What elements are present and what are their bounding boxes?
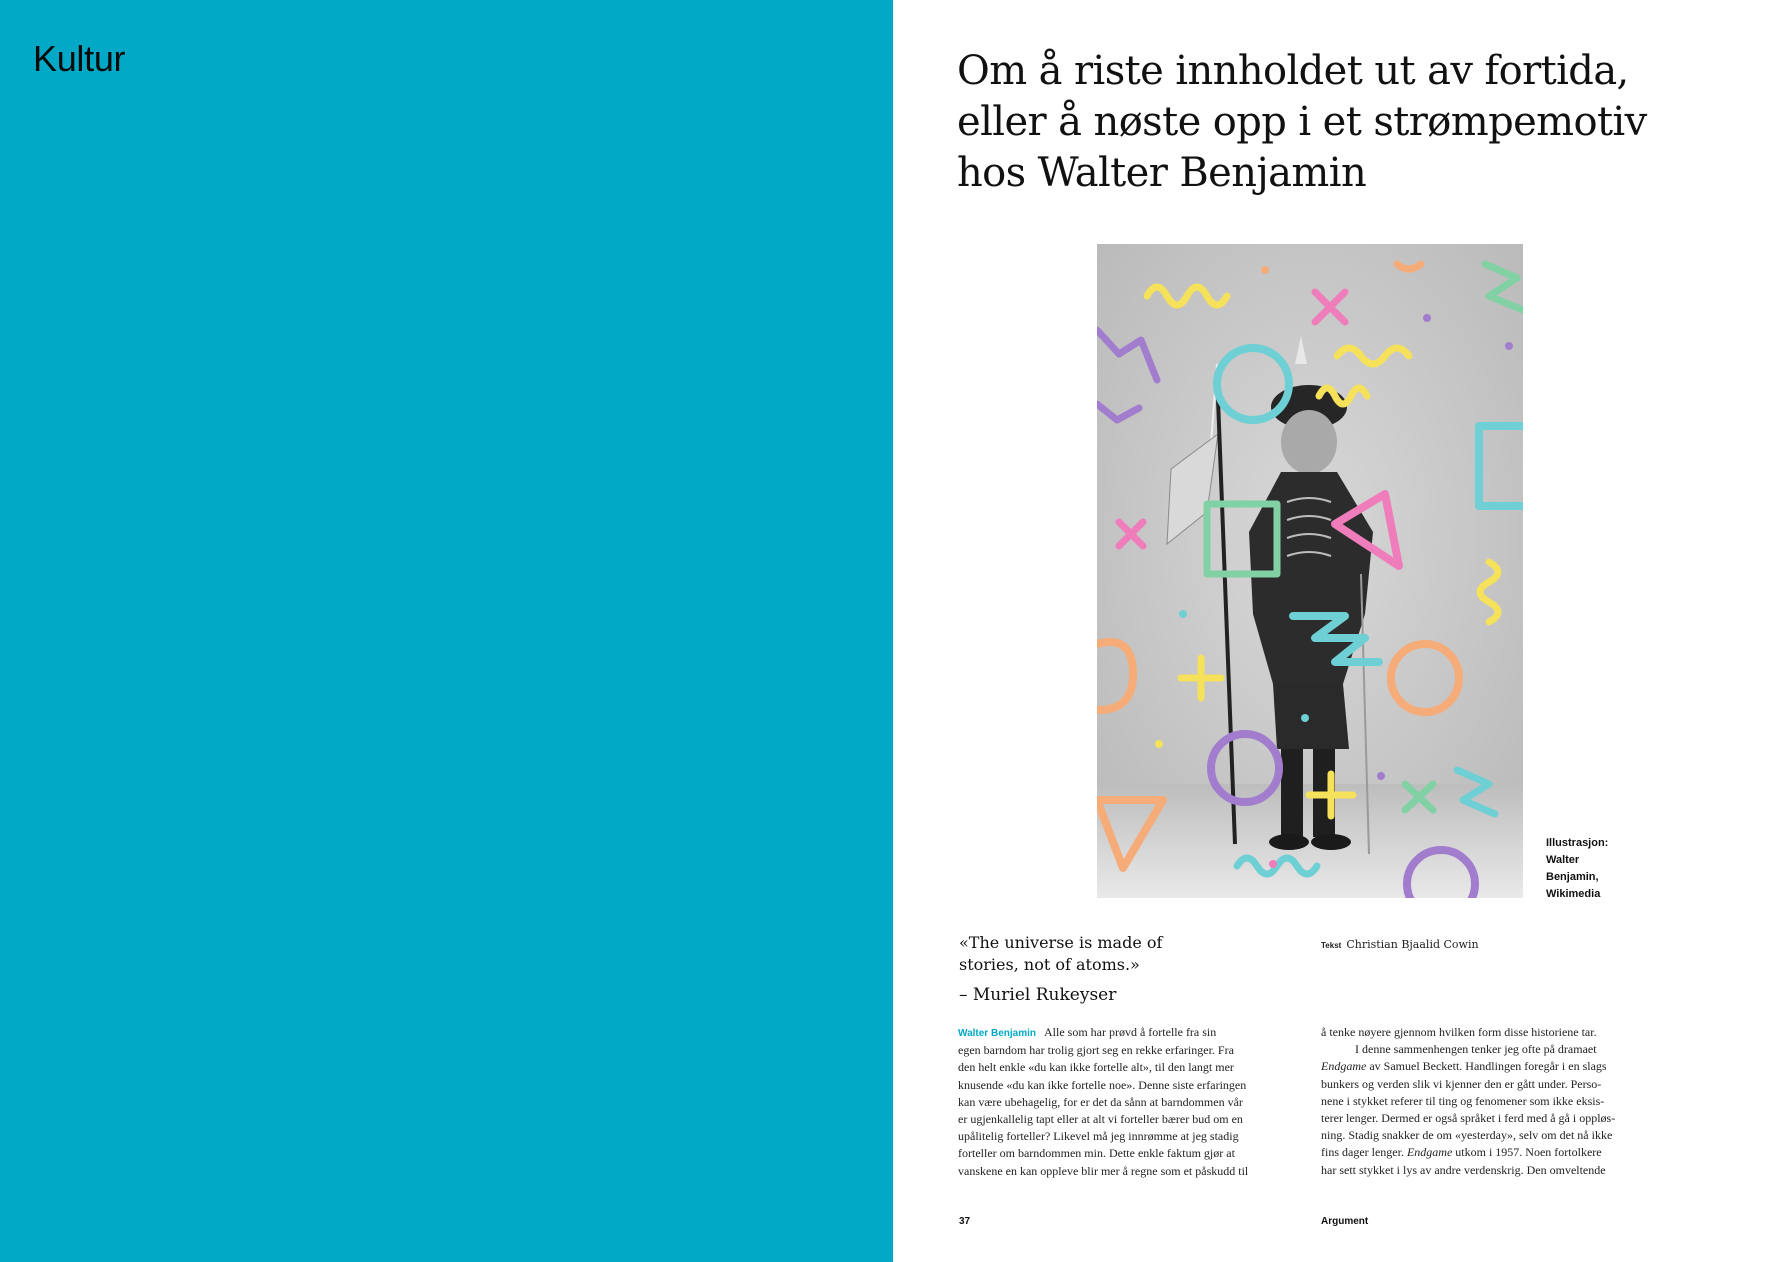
caption-line: Benjamin,: [1546, 871, 1599, 883]
byline: [1321, 938, 1479, 951]
body-line: nene i stykket referer til ting og fenomener som ikke eksis-: [1321, 1093, 1605, 1108]
body-line: den helt enkle «du kan ikke fortelle alt», til den langt mer: [958, 1060, 1234, 1075]
body-line: er ugjenkallelig tapt eller at alt vi forteller bærer bud om en: [958, 1112, 1243, 1127]
illustration-caption: [1546, 835, 1656, 903]
body-line: knusende «du kan ikke fortelle noe». Denne siste erfaringen: [958, 1077, 1247, 1092]
body-line: har sett stykket i lys av andre verdenskrig. Den omveltende: [1321, 1162, 1606, 1177]
body-line: I denne sammenhengen tenker jeg ofte på dramaet: [1355, 1042, 1597, 1057]
body-text: av Samuel Beckett. Handlingen foregår i en slags: [1366, 1059, 1607, 1074]
body-text: utkom i 1957. Noen fortolkere: [1452, 1145, 1602, 1160]
publication-name: Argument: [1321, 1216, 1369, 1227]
body-column-1: [958, 1024, 1298, 1180]
walter-benjamin-illustration: [1097, 244, 1523, 898]
pull-quote: [959, 932, 1259, 1006]
play-title: Endgame: [1406, 1145, 1453, 1160]
body-column-2: [1321, 1024, 1661, 1179]
body-line: egen barndom har trolig gjort seg en rekke erfaringer. Fra: [958, 1043, 1234, 1058]
body-line: [958, 1024, 1298, 1042]
body-line: bunkers og verden slik vi kjenner den er gått under. Perso-: [1321, 1076, 1602, 1091]
caption-line: Illustrasjon:: [1546, 837, 1609, 849]
body-text: Alle som har prøvd å fortelle fra sin: [1043, 1025, 1217, 1039]
body-line: ning. Stadig snakker de om «yesterday», selv om det nå ikke: [1321, 1128, 1613, 1143]
byline-author: Christian Bjaalid Cowin: [1346, 938, 1479, 951]
headline-line: Om å riste innholdet ut av fortida,: [957, 48, 1629, 94]
page-number: 37: [959, 1216, 971, 1227]
play-title: Endgame: [1321, 1059, 1367, 1074]
headline-line: hos Walter Benjamin: [957, 150, 1367, 196]
caption-line: Walter: [1546, 854, 1580, 866]
body-line: å tenke nøyere gjennom hvilken form disse historiene tar.: [1321, 1025, 1597, 1039]
caption-line: Wikimedia: [1546, 888, 1601, 900]
body-line: [1321, 1058, 1661, 1075]
quote-author: – Muriel Rukeyser: [959, 985, 1117, 1005]
lead-in: Walter Benjamin: [958, 1028, 1036, 1039]
body-text: fins dager lenger.: [1321, 1145, 1407, 1160]
body-line: forteller om barndommen min. Dette enkle faktum gjør at: [958, 1146, 1235, 1161]
body-line: vanskene en kan oppleve blir mer å regne som et påskudd til: [958, 1163, 1249, 1178]
article-headline: [957, 46, 1737, 199]
body-line: [1321, 1144, 1661, 1161]
headline-line: eller å nøste opp i et strømpemotiv: [957, 99, 1647, 145]
byline-label: Tekst: [1321, 941, 1342, 950]
body-line: terer lenger. Dermed er også språket i ferd med å gå i oppløs-: [1321, 1111, 1616, 1126]
quote-text: [959, 932, 1259, 976]
quote-line: «The universe is made of: [959, 933, 1163, 952]
body-line: upålitelig forteller? Likevel må jeg innrømme at jeg stadig: [958, 1129, 1239, 1144]
body-line: kan være ubehagelig, for er det da sånn at barndommen vår: [958, 1094, 1243, 1109]
section-label: Kultur: [33, 38, 126, 79]
illustration-graphic: [1097, 244, 1523, 898]
quote-line: stories, not of atoms.»: [959, 955, 1140, 974]
right-page: [893, 0, 1785, 1262]
